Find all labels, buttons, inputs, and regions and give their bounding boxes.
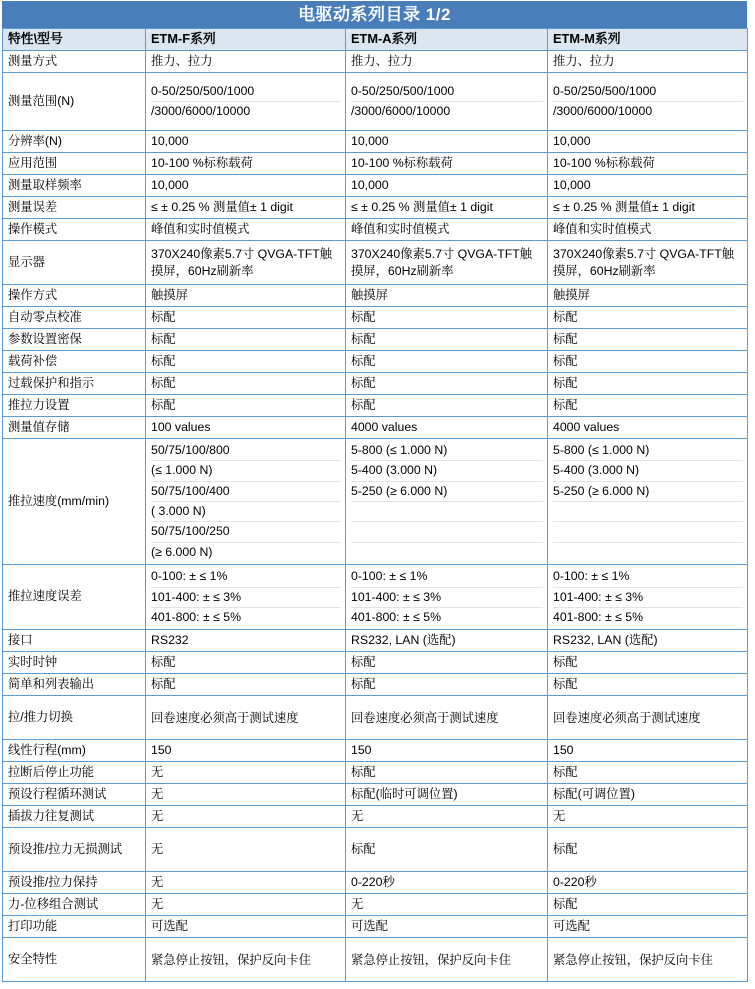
table-row: [3, 630, 748, 652]
table-cell: [346, 395, 548, 417]
cell-text: 标配: [553, 309, 578, 324]
cell-line: 5-800 (≤ 1.000 N): [553, 441, 743, 461]
cell-text: 标配: [151, 353, 176, 368]
cell-line: /3000/6000/10000: [351, 104, 451, 118]
cell-line: [553, 502, 743, 522]
table-cell: [346, 329, 548, 351]
row-label: 线性行程(mm): [3, 740, 146, 762]
table-cell: [346, 351, 548, 373]
table-cell: [146, 285, 346, 307]
table-cell: [346, 894, 548, 916]
cell-text: 紧急停止按钮，保护反向卡住: [351, 952, 511, 967]
cell-text: 触摸屏: [151, 287, 188, 302]
table-cell: [548, 806, 748, 828]
table-row: [3, 439, 748, 565]
cell-line: [553, 543, 743, 562]
table-row: [3, 565, 748, 630]
cell-text: 无: [151, 764, 164, 779]
table-cell: [146, 373, 346, 395]
table-cell: [548, 241, 748, 285]
table-cell: [346, 417, 548, 439]
cell-text: 无: [553, 808, 566, 823]
table-row: [3, 51, 748, 73]
cell-text: 100 values: [151, 419, 211, 434]
cell-text: 可选配: [351, 918, 388, 933]
table-row: [3, 740, 748, 762]
table-cell: [548, 439, 748, 565]
table-cell: [346, 285, 548, 307]
table-cell: [146, 696, 346, 740]
cell-line-group: [351, 567, 543, 627]
cell-line: ( 3.000 N): [151, 502, 341, 522]
table-cell: [146, 131, 346, 153]
cell-line: 5-400 (3.000 N): [351, 461, 543, 481]
cell-text: 标配: [151, 676, 176, 691]
cell-text: 触摸屏: [351, 287, 388, 302]
row-label: 推拉速度(mm/min): [3, 439, 146, 565]
row-label: 分辨率(N): [3, 131, 146, 153]
table-cell: [548, 652, 748, 674]
cell-text: 标配: [553, 896, 578, 911]
row-label: 参数设置密保: [3, 329, 146, 351]
table-row: [3, 307, 748, 329]
cell-line: [351, 522, 543, 542]
cell-line: 50/75/100/250: [151, 522, 341, 542]
table-row: [3, 652, 748, 674]
cell-line: (≥ 6.000 N): [151, 544, 213, 559]
table-cell: [146, 219, 346, 241]
cell-text: 推力、拉力: [351, 53, 413, 68]
row-label: 推拉力设置: [3, 395, 146, 417]
table-cell: [346, 131, 548, 153]
page-title: 电驱动系列目录 1/2: [2, 1, 747, 28]
cell-line: (≤ 1.000 N): [151, 461, 341, 481]
cell-text: 标配: [351, 654, 376, 669]
cell-text: 回卷速度必须高于测试速度: [151, 710, 299, 725]
table-row: [3, 674, 748, 696]
table-cell: [146, 197, 346, 219]
table-cell: [346, 916, 548, 938]
table-header-row: [3, 29, 748, 51]
table-cell: [146, 153, 346, 175]
table-cell: [548, 73, 748, 131]
cell-line: 0-50/250/500/1000: [151, 82, 341, 102]
row-label: 测量值存储: [3, 417, 146, 439]
table-cell: [548, 696, 748, 740]
table-cell: [548, 674, 748, 696]
table-cell: [548, 131, 748, 153]
cell-text: 推力、拉力: [553, 53, 615, 68]
table-cell: [146, 175, 346, 197]
cell-line-group: [351, 82, 543, 122]
cell-text: 标配: [553, 841, 578, 856]
row-label: 测量误差: [3, 197, 146, 219]
row-label: 推拉速度误差: [3, 565, 146, 630]
cell-text: 标配: [553, 676, 578, 691]
cell-text: 无: [351, 808, 364, 823]
cell-line: 0-100: ± ≤ 1%: [351, 567, 543, 587]
specification-table: [2, 28, 748, 982]
cell-text: 标配(可调位置): [553, 786, 635, 801]
table-cell: [346, 762, 548, 784]
cell-text: RS232, LAN (选配): [351, 632, 456, 647]
cell-line: 50/75/100/800: [151, 441, 341, 461]
cell-text: 150: [553, 742, 574, 757]
table-row: [3, 696, 748, 740]
table-cell: [548, 784, 748, 806]
cell-text: 标配: [151, 375, 176, 390]
cell-text: 10,000: [553, 133, 591, 148]
table-row: [3, 197, 748, 219]
cell-line: 5-250 (≥ 6.000 N): [351, 482, 543, 502]
table-cell: [346, 630, 548, 652]
table-row: [3, 351, 748, 373]
table-cell: [548, 307, 748, 329]
cell-line: [351, 502, 543, 522]
cell-line-group: [553, 441, 743, 562]
table-row: [3, 417, 748, 439]
table-row: [3, 395, 748, 417]
row-label: 力-位移组合测试: [3, 894, 146, 916]
cell-line-group: [151, 441, 341, 562]
table-cell: [146, 630, 346, 652]
cell-text: 紧急停止按钮，保护反向卡住: [553, 952, 713, 967]
row-label: 自动零点校准: [3, 307, 146, 329]
column-header-etm-m: ETM-M系列: [548, 29, 748, 51]
table-cell: [146, 395, 346, 417]
table-cell: [346, 241, 548, 285]
table-row: [3, 329, 748, 351]
cell-text: 标配: [553, 353, 578, 368]
table-cell: [146, 784, 346, 806]
table-row: [3, 175, 748, 197]
cell-text: 推力、拉力: [151, 53, 213, 68]
cell-text: RS232, LAN (选配): [553, 632, 658, 647]
cell-text: 无: [151, 841, 164, 856]
row-label: 插拔力往复测试: [3, 806, 146, 828]
cell-text: 回卷速度必须高于测试速度: [351, 710, 499, 725]
row-label: 操作模式: [3, 219, 146, 241]
cell-text: 10,000: [351, 133, 389, 148]
cell-line-group: [553, 567, 743, 627]
table-cell: [146, 762, 346, 784]
cell-line-group: [553, 82, 743, 122]
cell-text: 150: [151, 742, 172, 757]
column-header-feature: 特性\型号: [3, 29, 146, 51]
table-cell: [548, 395, 748, 417]
table-row: [3, 916, 748, 938]
cell-line-group: [351, 441, 543, 562]
cell-text: 0-220秒: [351, 874, 395, 889]
table-cell: [548, 828, 748, 872]
cell-text: 10,000: [151, 177, 189, 192]
table-cell: [146, 329, 346, 351]
cell-text: 标配: [151, 654, 176, 669]
table-row: [3, 806, 748, 828]
table-cell: [346, 197, 548, 219]
cell-text: 10-100 %标称载荷: [351, 155, 453, 170]
table-row: [3, 131, 748, 153]
cell-text: 370X240像素5.7寸 QVGA-TFT触摸屏，60Hz刷新率: [553, 247, 735, 278]
cell-text: 标配: [553, 331, 578, 346]
cell-text: 标配: [351, 397, 376, 412]
row-label: 显示器: [3, 241, 146, 285]
cell-text: 无: [151, 808, 164, 823]
row-label: 拉断后停止功能: [3, 762, 146, 784]
cell-line: 401-800: ± ≤ 5%: [151, 609, 242, 624]
cell-line-group: [151, 82, 341, 122]
table-cell: [146, 51, 346, 73]
cell-text: 10,000: [151, 133, 189, 148]
cell-text: 标配: [351, 375, 376, 390]
table-cell: [548, 329, 748, 351]
table-cell: [146, 806, 346, 828]
cell-text: 370X240像素5.7寸 QVGA-TFT触摸屏，60Hz刷新率: [351, 247, 533, 278]
table-cell: [146, 652, 346, 674]
table-row: [3, 241, 748, 285]
cell-text: 标配: [553, 397, 578, 412]
cell-line: 401-800: ± ≤ 5%: [351, 609, 442, 624]
table-row: [3, 285, 748, 307]
table-cell: [548, 894, 748, 916]
cell-line: 101-400: ± ≤ 3%: [553, 588, 743, 608]
cell-text: RS232: [151, 632, 189, 647]
cell-line: 0-50/250/500/1000: [351, 82, 543, 102]
row-label: 测量取样频率: [3, 175, 146, 197]
row-label: 接口: [3, 630, 146, 652]
table-cell: [346, 153, 548, 175]
cell-text: 可选配: [553, 918, 590, 933]
cell-text: 峰值和实时值模式: [351, 221, 450, 236]
cell-line: 0-100: ± ≤ 1%: [151, 567, 341, 587]
cell-line: 0-50/250/500/1000: [553, 82, 743, 102]
cell-line: 101-400: ± ≤ 3%: [151, 588, 341, 608]
table-cell: [146, 938, 346, 982]
cell-text: 回卷速度必须高于测试速度: [553, 710, 701, 725]
table-cell: [346, 373, 548, 395]
table-cell: [548, 219, 748, 241]
cell-line: 5-400 (3.000 N): [553, 461, 743, 481]
table-row: [3, 894, 748, 916]
cell-text: 触摸屏: [553, 287, 590, 302]
cell-line: [553, 522, 743, 542]
table-cell: [346, 652, 548, 674]
table-cell: [146, 73, 346, 131]
cell-text: 峰值和实时值模式: [553, 221, 652, 236]
row-label: 载荷补偿: [3, 351, 146, 373]
table-cell: [346, 565, 548, 630]
cell-text: 370X240像素5.7寸 QVGA-TFT触摸屏，60Hz刷新率: [151, 247, 333, 278]
table-row: [3, 762, 748, 784]
cell-text: 4000 values: [351, 419, 418, 434]
table-cell: [146, 417, 346, 439]
table-cell: [548, 916, 748, 938]
table-cell: [346, 828, 548, 872]
table-row: [3, 938, 748, 982]
row-label: 打印功能: [3, 916, 146, 938]
table-cell: [548, 285, 748, 307]
table-row: [3, 784, 748, 806]
table-cell: [146, 307, 346, 329]
cell-text: ≤ ± 0.25 % 测量值± 1 digit: [553, 199, 695, 214]
table-cell: [146, 740, 346, 762]
table-body: [3, 51, 748, 982]
table-cell: [346, 806, 548, 828]
table-cell: [346, 175, 548, 197]
cell-text: 紧急停止按钮，保护反向卡住: [151, 952, 311, 967]
table-cell: [146, 872, 346, 894]
column-header-etm-f: ETM-F系列: [146, 29, 346, 51]
table-cell: [548, 153, 748, 175]
table-cell: [346, 696, 548, 740]
cell-line: 5-800 (≤ 1.000 N): [351, 441, 543, 461]
row-label: 预设推/拉力无损测试: [3, 828, 146, 872]
cell-text: 0-220秒: [553, 874, 597, 889]
cell-text: 无: [151, 874, 164, 889]
cell-text: 10,000: [553, 177, 591, 192]
table-cell: [346, 674, 548, 696]
row-label: 测量范围(N): [3, 73, 146, 131]
table-cell: [346, 938, 548, 982]
table-cell: [548, 872, 748, 894]
table-cell: [346, 784, 548, 806]
cell-text: 标配: [351, 676, 376, 691]
cell-text: 150: [351, 742, 372, 757]
table-cell: [548, 51, 748, 73]
cell-text: 10-100 %标称载荷: [553, 155, 655, 170]
table-cell: [346, 73, 548, 131]
table-cell: [346, 307, 548, 329]
cell-text: 10,000: [351, 177, 389, 192]
cell-line: 401-800: ± ≤ 5%: [553, 609, 644, 624]
row-label: 简单和列表输出: [3, 674, 146, 696]
row-label: 过载保护和指示: [3, 373, 146, 395]
row-label: 拉/推力切换: [3, 696, 146, 740]
row-label: 预设推/拉力保持: [3, 872, 146, 894]
cell-text: 无: [351, 896, 364, 911]
cell-line: 50/75/100/400: [151, 482, 341, 502]
cell-line: 101-400: ± ≤ 3%: [351, 588, 543, 608]
cell-text: 标配: [553, 654, 578, 669]
cell-text: 无: [151, 896, 164, 911]
cell-text: 可选配: [151, 918, 188, 933]
cell-text: ≤ ± 0.25 % 测量值± 1 digit: [151, 199, 293, 214]
row-label: 实时时钟: [3, 652, 146, 674]
row-label: 测量方式: [3, 51, 146, 73]
table-cell: [548, 175, 748, 197]
table-cell: [146, 565, 346, 630]
table-cell: [346, 51, 548, 73]
cell-text: 标配: [553, 764, 578, 779]
table-header: [3, 29, 748, 51]
row-label: 应用范围: [3, 153, 146, 175]
table-cell: [346, 439, 548, 565]
table-cell: [548, 740, 748, 762]
cell-text: ≤ ± 0.25 % 测量值± 1 digit: [351, 199, 493, 214]
table-row: [3, 828, 748, 872]
table-cell: [548, 762, 748, 784]
cell-text: 标配: [553, 375, 578, 390]
table-row: [3, 153, 748, 175]
cell-text: 标配: [151, 331, 176, 346]
table-cell: [146, 439, 346, 565]
table-row: [3, 872, 748, 894]
cell-text: 标配: [351, 841, 376, 856]
cell-text: 标配: [151, 309, 176, 324]
cell-text: 标配: [151, 397, 176, 412]
table-row: [3, 73, 748, 131]
table-cell: [548, 938, 748, 982]
table-cell: [146, 916, 346, 938]
table-cell: [548, 373, 748, 395]
cell-line: [351, 543, 543, 562]
table-cell: [146, 241, 346, 285]
table-row: [3, 219, 748, 241]
cell-text: 4000 values: [553, 419, 620, 434]
table-cell: [548, 197, 748, 219]
cell-text: 标配: [351, 309, 376, 324]
row-label: 预设行程循环测试: [3, 784, 146, 806]
row-label: 操作方式: [3, 285, 146, 307]
cell-text: 无: [151, 786, 164, 801]
table-cell: [548, 351, 748, 373]
cell-line: /3000/6000/10000: [151, 104, 251, 118]
table-cell: [346, 219, 548, 241]
cell-text: 标配: [351, 353, 376, 368]
cell-text: 标配: [351, 331, 376, 346]
table-cell: [346, 740, 548, 762]
cell-line: /3000/6000/10000: [553, 104, 653, 118]
table-cell: [548, 630, 748, 652]
table-cell: [548, 417, 748, 439]
table-cell: [146, 351, 346, 373]
cell-text: 峰值和实时值模式: [151, 221, 250, 236]
cell-text: 标配(临时可调位置): [351, 786, 458, 801]
table-cell: [146, 674, 346, 696]
cell-line: 0-100: ± ≤ 1%: [553, 567, 743, 587]
cell-text: 标配: [351, 764, 376, 779]
row-label: 安全特性: [3, 938, 146, 982]
table-cell: [346, 872, 548, 894]
cell-line-group: [151, 567, 341, 627]
table-cell: [146, 828, 346, 872]
table-row: [3, 373, 748, 395]
column-header-etm-a: ETM-A系列: [346, 29, 548, 51]
cell-text: 10-100 %标称载荷: [151, 155, 253, 170]
table-cell: [146, 894, 346, 916]
cell-line: 5-250 (≥ 6.000 N): [553, 482, 743, 502]
table-cell: [548, 565, 748, 630]
